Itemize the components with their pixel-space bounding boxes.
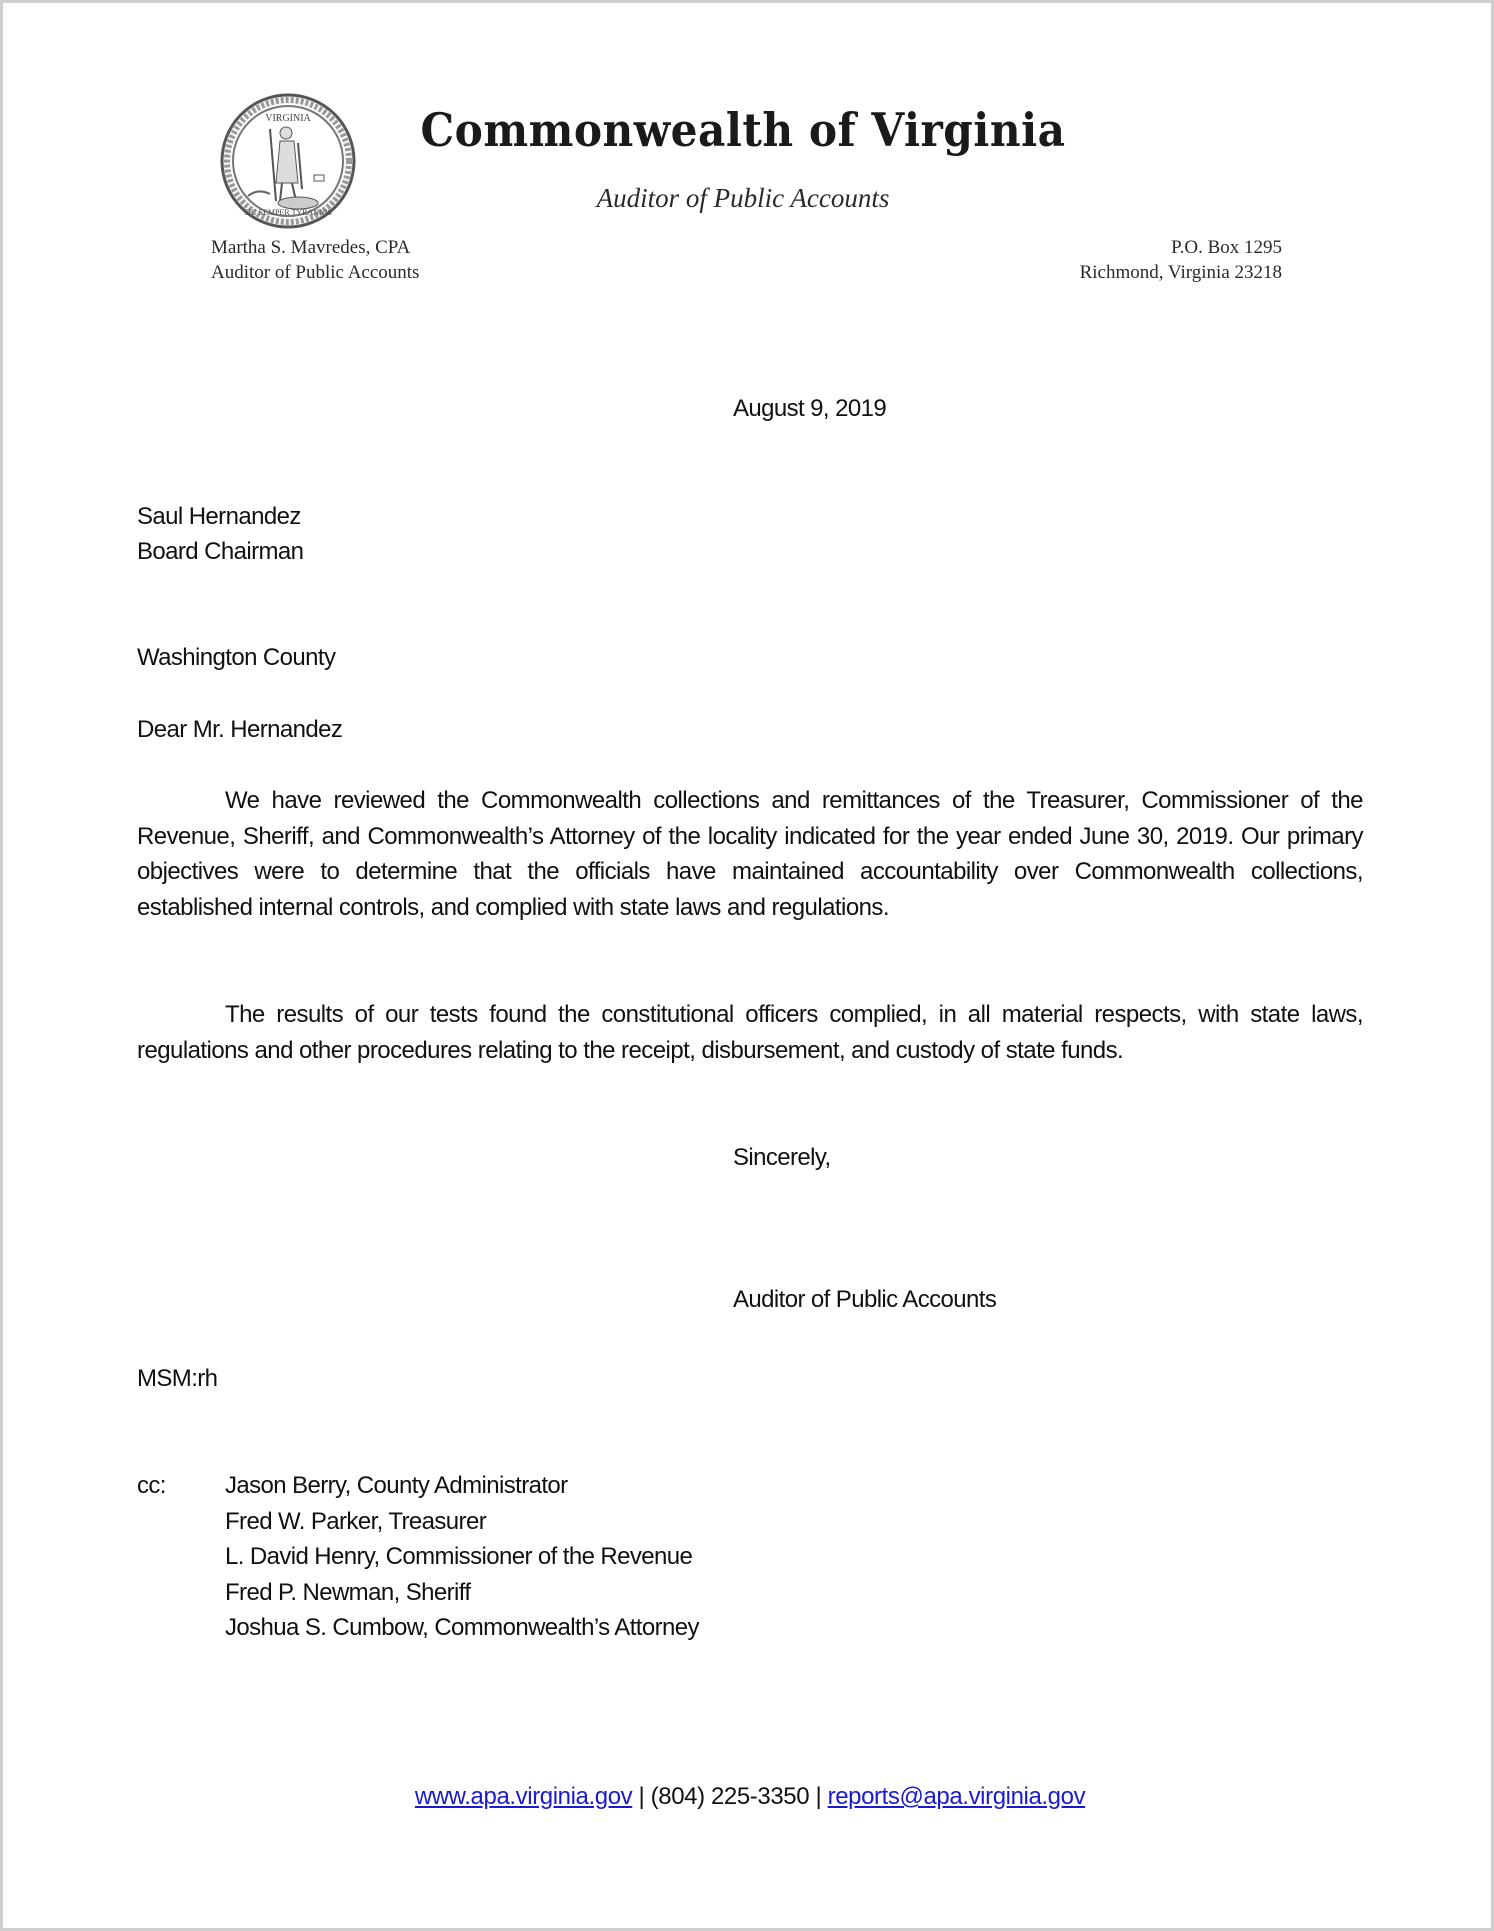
mailing-address xyxy=(1080,235,1282,285)
signature: Auditor of Public Accounts xyxy=(733,1286,997,1313)
cc-label: cc: xyxy=(137,1472,166,1499)
auditor-title: Auditor of Public Accounts xyxy=(211,262,420,283)
recipient-name: Saul Hernandez xyxy=(137,503,301,530)
city-state-zip: Richmond, Virginia 23218 xyxy=(1079,262,1282,283)
auditor-name: Martha S. Mavredes, CPA xyxy=(211,237,411,258)
reference-initials: MSM:rh xyxy=(137,1365,218,1392)
letter-date: August 9, 2019 xyxy=(733,395,887,422)
salutation: Dear Mr. Hernandez xyxy=(137,716,343,743)
body-paragraph-2: The results of our tests found the constitutional officers complied, in all material respects, with state laws, regulations and other procedures relating to the receipt, disbursement, and custody of state funds. xyxy=(137,1001,1363,1064)
cc-list xyxy=(225,1468,699,1646)
recipient-title: Board Chairman xyxy=(137,538,304,565)
cc-item: Fred W. Parker, Treasurer xyxy=(225,1507,487,1535)
separator: | xyxy=(815,1783,822,1810)
recipient-organization: Washington County xyxy=(137,644,336,671)
body-paragraph-1: We have reviewed the Commonwealth collections and remittances of the Treasurer, Commissioner of the Revenue, Sheriff, and Commonwealth’s Attorney of the locality indicated for the year ended June 30, 2019. Our primary objectives were to determine that the officials have maintained accountability over Commonwealth collections, established internal controls, and complied with state laws and regulations. xyxy=(137,787,1363,921)
cc-item: Jason Berry, County Administrator xyxy=(225,1472,568,1499)
footer-contact xyxy=(3,1783,1494,1811)
email-link[interactable]: reports@apa.virginia.gov xyxy=(827,1783,1086,1810)
virginia-seal-icon xyxy=(218,91,358,231)
cc-item: L. David Henry, Commissioner of the Revenue xyxy=(225,1543,693,1571)
svg-text:VIRGINIA: VIRGINIA xyxy=(265,113,311,124)
phone-number: (804) 225-3350 xyxy=(650,1783,810,1810)
website-link[interactable]: www.apa.virginia.gov xyxy=(414,1783,633,1810)
cc-item: Fred P. Newman, Sheriff xyxy=(225,1578,471,1606)
auditor-address xyxy=(211,235,419,285)
separator: | xyxy=(638,1783,645,1810)
po-box: P.O. Box 1295 xyxy=(1171,237,1282,258)
letterhead-title: Commonwealth of Virginia xyxy=(420,103,1066,157)
cc-item: Joshua S. Cumbow, Commonwealth’s Attorney xyxy=(225,1614,699,1642)
svg-text:SIC SEMPER TYRANNIS: SIC SEMPER TYRANNIS xyxy=(244,208,332,217)
letterhead-subtitle: Auditor of Public Accounts xyxy=(596,183,890,213)
closing: Sincerely, xyxy=(733,1144,831,1171)
